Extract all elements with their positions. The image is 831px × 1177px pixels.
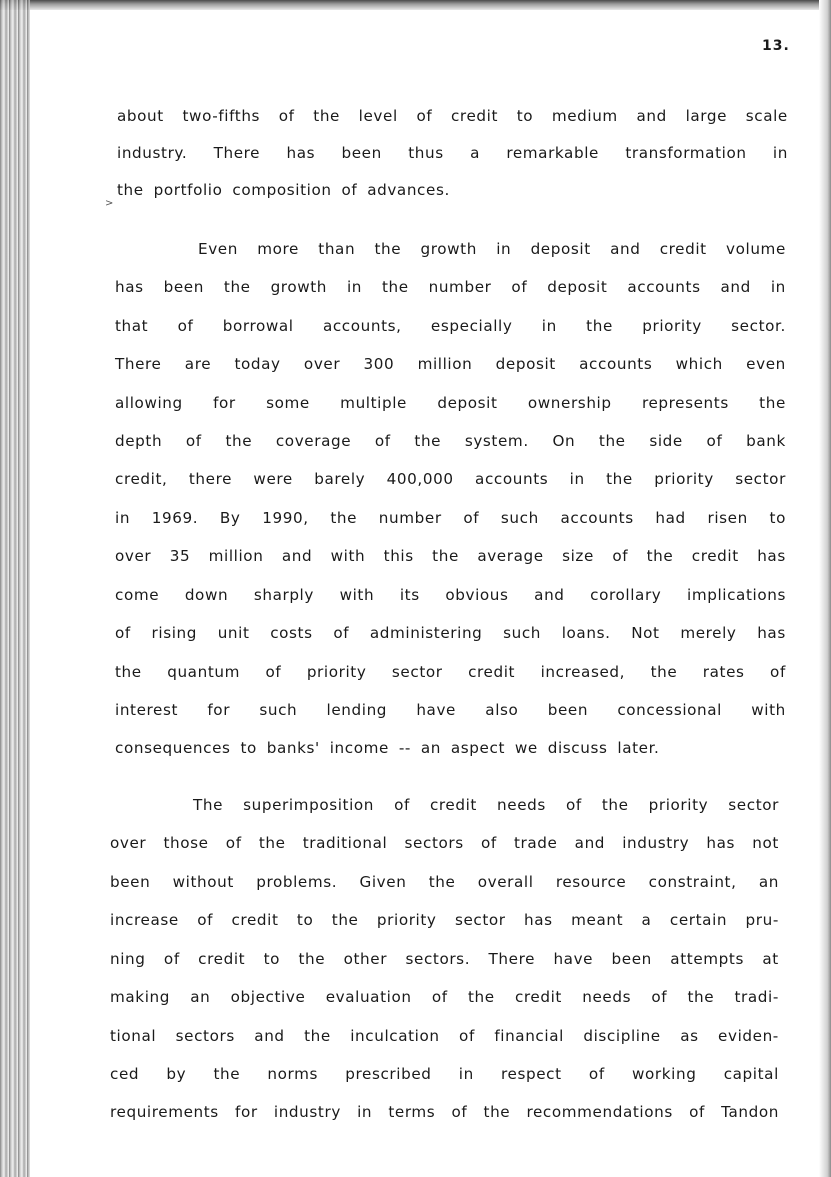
text-line: There are today over 300 million deposit accounts which even [115, 355, 786, 373]
text-line: making an objective evaluation of the credit needs of the tradi- [110, 988, 779, 1006]
text-line: industry. There has been thus a remarkable transformation in [117, 144, 788, 162]
scan-right-edge [819, 0, 831, 1177]
text-line: over those of the traditional sectors of trade and industry has not [110, 834, 779, 852]
stray-mark: > [105, 198, 114, 209]
text-line: Even more than the growth in deposit and credit volume [198, 240, 786, 258]
page-number: 13. [762, 38, 790, 54]
text-line: requirements for industry in terms of the recommendations of Tandon [110, 1103, 779, 1121]
text-line: ning of credit to the other sectors. There have been attempts at [110, 950, 779, 968]
text-line: depth of the coverage of the system. On the side of bank [115, 432, 786, 450]
text-line: over 35 million and with this the average size of the credit has [115, 547, 786, 565]
text-line: ced by the norms prescribed in respect of working capital [110, 1065, 779, 1083]
text-line: been without problems. Given the overall resource constraint, an [110, 873, 779, 891]
book-binding-edge [0, 0, 30, 1177]
scan-top-edge [0, 0, 831, 10]
text-line: in 1969. By 1990, the number of such accounts had risen to [115, 509, 786, 527]
text-line: consequences to banks' income -- an aspect we discuss later. [115, 739, 660, 757]
text-line: the portfolio composition of advances. [117, 181, 450, 199]
text-line: has been the growth in the number of deposit accounts and in [115, 278, 786, 296]
text-line: of rising unit costs of administering such loans. Not merely has [115, 624, 786, 642]
text-line: the quantum of priority sector credit increased, the rates of [115, 663, 786, 681]
text-line: increase of credit to the priority sector has meant a certain pru- [110, 911, 779, 929]
text-line: about two-fifths of the level of credit to medium and large scale [117, 107, 788, 125]
text-line: The superimposition of credit needs of the priority sector [193, 796, 779, 814]
text-line: come down sharply with its obvious and corollary implications [115, 586, 786, 604]
text-line: credit, there were barely 400,000 accounts in the priority sector [115, 470, 786, 488]
text-line: that of borrowal accounts, especially in the priority sector. [115, 317, 786, 335]
text-line: tional sectors and the inculcation of financial discipline as eviden- [110, 1027, 779, 1045]
text-line: interest for such lending have also been concessional with [115, 701, 786, 719]
text-line: allowing for some multiple deposit ownership represents the [115, 394, 786, 412]
